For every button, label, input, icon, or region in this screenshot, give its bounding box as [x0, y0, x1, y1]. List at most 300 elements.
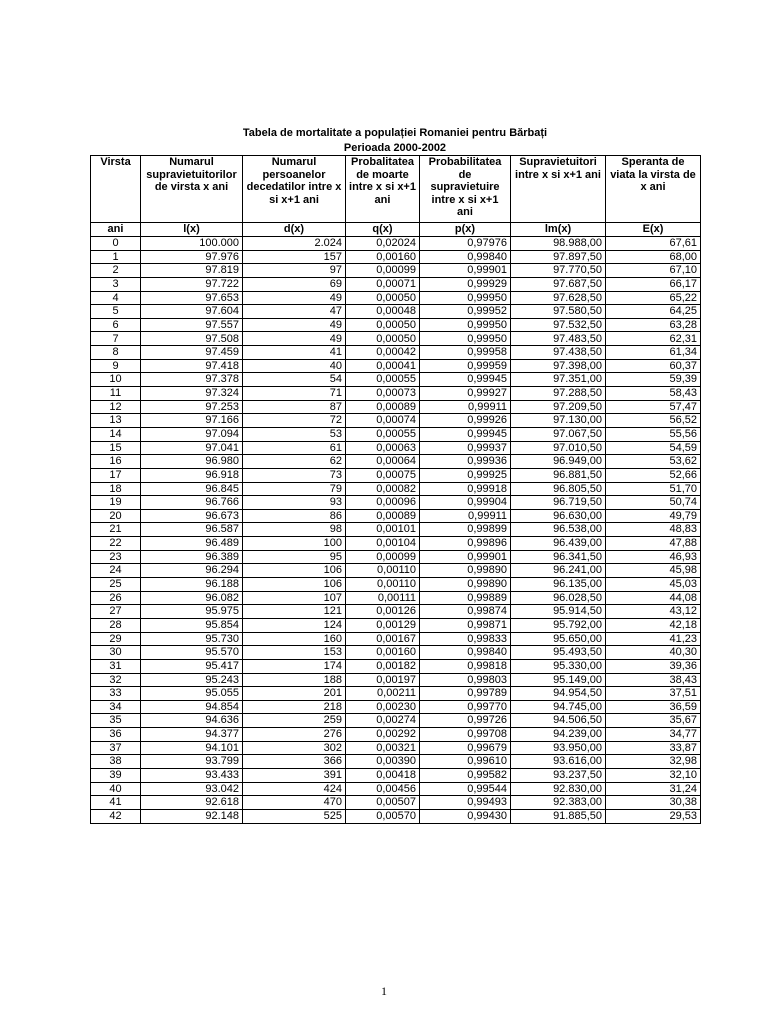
- table-cell: 45,03: [606, 578, 701, 592]
- table-cell: 96.294: [141, 564, 243, 578]
- table-cell: 93.616,00: [511, 755, 606, 769]
- table-cell: 188: [243, 673, 346, 687]
- table-cell: 96.719,50: [511, 496, 606, 510]
- table-cell: 302: [243, 741, 346, 755]
- table-cell: 67,61: [606, 237, 701, 251]
- table-cell: 57,47: [606, 400, 701, 414]
- table-cell: 0,99679: [420, 741, 511, 755]
- table-cell: 93.042: [141, 782, 243, 796]
- table-cell: 0,99901: [420, 264, 511, 278]
- table-cell: 0,00507: [346, 796, 420, 810]
- table-cell: 0,00167: [346, 632, 420, 646]
- table-cell: 0,00082: [346, 482, 420, 496]
- table-cell: 0,99889: [420, 591, 511, 605]
- table-cell: 0,00089: [346, 509, 420, 523]
- table-cell: 97.604: [141, 305, 243, 319]
- table-cell: 100.000: [141, 237, 243, 251]
- table-cell: 97.418: [141, 359, 243, 373]
- table-cell: 39,36: [606, 659, 701, 673]
- table-cell: 96.389: [141, 550, 243, 564]
- table-cell: 96.980: [141, 455, 243, 469]
- page-number: 1: [381, 984, 387, 998]
- table-row: [91, 496, 701, 510]
- table-cell: 0: [91, 237, 141, 251]
- table-row: [91, 550, 701, 564]
- table-cell: 17: [91, 468, 141, 482]
- table-cell: 47: [243, 305, 346, 319]
- table-cell: 95.792,00: [511, 618, 606, 632]
- table-cell: 153: [243, 646, 346, 660]
- table-row: [91, 591, 701, 605]
- table-row: [91, 250, 701, 264]
- table-cell: 0,00230: [346, 700, 420, 714]
- table-cell: 16: [91, 455, 141, 469]
- table-row: [91, 468, 701, 482]
- table-cell: 38: [91, 755, 141, 769]
- table-cell: 48,83: [606, 523, 701, 537]
- table-cell: 97.976: [141, 250, 243, 264]
- table-row: [91, 346, 701, 360]
- table-cell: 94.101: [141, 741, 243, 755]
- table-cell: 26: [91, 591, 141, 605]
- table-cell: 94.854: [141, 700, 243, 714]
- table-cell: 47,88: [606, 537, 701, 551]
- table-cell: 30: [91, 646, 141, 660]
- table-cell: 0,99493: [420, 796, 511, 810]
- header-deaths: Numarul persoanelor decedatilor intre x si x+1 ani: [243, 156, 346, 223]
- table-cell: 95: [243, 550, 346, 564]
- table-cell: 37: [91, 741, 141, 755]
- table-cell: 23: [91, 550, 141, 564]
- table-cell: 96.188: [141, 578, 243, 592]
- table-cell: 107: [243, 591, 346, 605]
- table-cell: 97.067,50: [511, 427, 606, 441]
- table-row: [91, 400, 701, 414]
- table-row: [91, 237, 701, 251]
- table-cell: 95.149,00: [511, 673, 606, 687]
- table-cell: 97.094: [141, 427, 243, 441]
- table-cell: 96.489: [141, 537, 243, 551]
- header-survival-probability: Probabilitatea de supravietuire intre x si x+1 ani: [420, 156, 511, 223]
- table-cell: 98.988,00: [511, 237, 606, 251]
- table-row: [91, 578, 701, 592]
- table-cell: 94.377: [141, 728, 243, 742]
- table-cell: 0,00160: [346, 646, 420, 660]
- table-cell: 0,99937: [420, 441, 511, 455]
- table-cell: 97: [243, 264, 346, 278]
- table-cell: 53,62: [606, 455, 701, 469]
- table-cell: 0,99833: [420, 632, 511, 646]
- table-cell: 0,00055: [346, 427, 420, 441]
- table-row: [91, 441, 701, 455]
- table-cell: 0,99950: [420, 332, 511, 346]
- table-cell: 97.557: [141, 318, 243, 332]
- table-cell: 0,99789: [420, 687, 511, 701]
- table-cell: 106: [243, 564, 346, 578]
- table-row: [91, 414, 701, 428]
- table-cell: 61,34: [606, 346, 701, 360]
- table-cell: 66,17: [606, 277, 701, 291]
- table-cell: 41: [91, 796, 141, 810]
- table-cell: 0,00418: [346, 768, 420, 782]
- table-cell: 95.417: [141, 659, 243, 673]
- table-cell: 97.532,50: [511, 318, 606, 332]
- table-cell: 38,43: [606, 673, 701, 687]
- table-title: Tabela de mortalitate a populației Romaniei pentru Bărbați: [242, 127, 548, 139]
- table-cell: 0,00099: [346, 264, 420, 278]
- table-cell: 106: [243, 578, 346, 592]
- table-cell: 54,59: [606, 441, 701, 455]
- table-cell: 97.041: [141, 441, 243, 455]
- table-cell: 29,53: [606, 809, 701, 823]
- table-cell: 0,99927: [420, 387, 511, 401]
- table-cell: 41,23: [606, 632, 701, 646]
- table-cell: 0,99901: [420, 550, 511, 564]
- table-cell: 0,99952: [420, 305, 511, 319]
- table-cell: 97.351,00: [511, 373, 606, 387]
- table-cell: 96.918: [141, 468, 243, 482]
- table-cell: 0,00160: [346, 250, 420, 264]
- table-cell: 97.722: [141, 277, 243, 291]
- table-cell: 33: [91, 687, 141, 701]
- symbol-age: ani: [91, 223, 141, 237]
- table-row: [91, 291, 701, 305]
- table-cell: 0,00101: [346, 523, 420, 537]
- table-cell: 0,99840: [420, 646, 511, 660]
- table-cell: 96.881,50: [511, 468, 606, 482]
- table-cell: 97.398,00: [511, 359, 606, 373]
- table-cell: 34: [91, 700, 141, 714]
- table-cell: 0,99818: [420, 659, 511, 673]
- table-cell: 97.166: [141, 414, 243, 428]
- table-cell: 40,30: [606, 646, 701, 660]
- table-cell: 98: [243, 523, 346, 537]
- table-cell: 0,99871: [420, 618, 511, 632]
- table-cell: 96.805,50: [511, 482, 606, 496]
- table-cell: 0,99430: [420, 809, 511, 823]
- table-row: [91, 359, 701, 373]
- table-cell: 6: [91, 318, 141, 332]
- table-row: [91, 700, 701, 714]
- table-cell: 35: [91, 714, 141, 728]
- header-survivors-between: Supravietuitori intre x si x+1 ani: [511, 156, 606, 223]
- table-cell: 0,00042: [346, 346, 420, 360]
- table-cell: 121: [243, 605, 346, 619]
- table-cell: 0,00099: [346, 550, 420, 564]
- table-cell: 31: [91, 659, 141, 673]
- table-cell: 0,00129: [346, 618, 420, 632]
- symbol-dx: d(x): [243, 223, 346, 237]
- table-cell: 0,99708: [420, 728, 511, 742]
- header-life-expectancy: Speranta de viata la virsta de x ani: [606, 156, 701, 223]
- table-cell: 0,00274: [346, 714, 420, 728]
- table-cell: 40: [243, 359, 346, 373]
- table-cell: 71: [243, 387, 346, 401]
- table-cell: 0,99911: [420, 400, 511, 414]
- table-row: [91, 728, 701, 742]
- table-cell: 95.243: [141, 673, 243, 687]
- table-row: [91, 605, 701, 619]
- table-cell: 124: [243, 618, 346, 632]
- table-cell: 0,00104: [346, 537, 420, 551]
- table-cell: 0,00041: [346, 359, 420, 373]
- table-cell: 96.673: [141, 509, 243, 523]
- table-cell: 0,00071: [346, 277, 420, 291]
- table-cell: 19: [91, 496, 141, 510]
- table-cell: 67,10: [606, 264, 701, 278]
- table-cell: 92.830,00: [511, 782, 606, 796]
- table-cell: 0,99582: [420, 768, 511, 782]
- table-cell: 34,77: [606, 728, 701, 742]
- table-row: [91, 796, 701, 810]
- table-cell: 0,99926: [420, 414, 511, 428]
- table-cell: 174: [243, 659, 346, 673]
- table-cell: 69: [243, 277, 346, 291]
- table-cell: 12: [91, 400, 141, 414]
- mortality-table: [90, 155, 701, 824]
- table-cell: 42,18: [606, 618, 701, 632]
- table-cell: 97.628,50: [511, 291, 606, 305]
- table-cell: 0,99918: [420, 482, 511, 496]
- header-age: Virsta: [91, 156, 141, 223]
- table-cell: 100: [243, 537, 346, 551]
- table-cell: 0,00073: [346, 387, 420, 401]
- table-cell: 8: [91, 346, 141, 360]
- table-cell: 0,00050: [346, 318, 420, 332]
- table-cell: 45,98: [606, 564, 701, 578]
- table-cell: 2.024: [243, 237, 346, 251]
- table-cell: 0,99945: [420, 427, 511, 441]
- table-cell: 4: [91, 291, 141, 305]
- table-cell: 95.570: [141, 646, 243, 660]
- table-cell: 93.433: [141, 768, 243, 782]
- table-cell: 95.055: [141, 687, 243, 701]
- table-cell: 366: [243, 755, 346, 769]
- table-cell: 0,00292: [346, 728, 420, 742]
- table-cell: 391: [243, 768, 346, 782]
- table-cell: 0,00110: [346, 578, 420, 592]
- table-row: [91, 332, 701, 346]
- table-cell: 470: [243, 796, 346, 810]
- table-row: [91, 618, 701, 632]
- table-cell: 32,10: [606, 768, 701, 782]
- header-row: [91, 156, 701, 223]
- symbol-lmx: lm(x): [511, 223, 606, 237]
- table-cell: 94.745,00: [511, 700, 606, 714]
- table-cell: 0,99544: [420, 782, 511, 796]
- table-cell: 0,00089: [346, 400, 420, 414]
- table-cell: 32: [91, 673, 141, 687]
- table-cell: 95.330,00: [511, 659, 606, 673]
- table-cell: 5: [91, 305, 141, 319]
- symbol-qx: q(x): [346, 223, 420, 237]
- table-cell: 87: [243, 400, 346, 414]
- table-cell: 7: [91, 332, 141, 346]
- table-cell: 97.653: [141, 291, 243, 305]
- table-cell: 39: [91, 768, 141, 782]
- table-cell: 64,25: [606, 305, 701, 319]
- table-cell: 96.766: [141, 496, 243, 510]
- table-cell: 35,67: [606, 714, 701, 728]
- table-cell: 97.253: [141, 400, 243, 414]
- table-cell: 60,37: [606, 359, 701, 373]
- table-cell: 32,98: [606, 755, 701, 769]
- table-row: [91, 318, 701, 332]
- table-row: [91, 809, 701, 823]
- table-row: [91, 264, 701, 278]
- table-cell: 96.082: [141, 591, 243, 605]
- table-cell: 94.239,00: [511, 728, 606, 742]
- table-row: [91, 673, 701, 687]
- table-cell: 0,99929: [420, 277, 511, 291]
- table-cell: 2: [91, 264, 141, 278]
- table-cell: 30,38: [606, 796, 701, 810]
- table-cell: 92.383,00: [511, 796, 606, 810]
- table-cell: 91.885,50: [511, 809, 606, 823]
- table-cell: 95.975: [141, 605, 243, 619]
- symbol-px: p(x): [420, 223, 511, 237]
- table-cell: 58,43: [606, 387, 701, 401]
- table-row: [91, 564, 701, 578]
- table-cell: 96.949,00: [511, 455, 606, 469]
- table-period: Perioada 2000-2002: [343, 142, 447, 154]
- table-cell: 0,00096: [346, 496, 420, 510]
- table-cell: 0,00075: [346, 468, 420, 482]
- table-cell: 40: [91, 782, 141, 796]
- table-cell: 0,99896: [420, 537, 511, 551]
- table-cell: 0,00390: [346, 755, 420, 769]
- table-cell: 0,00048: [346, 305, 420, 319]
- header-death-probability: Probalitatea de moarte intre x si x+1 ani: [346, 156, 420, 223]
- table-row: [91, 632, 701, 646]
- table-cell: 424: [243, 782, 346, 796]
- table-cell: 0,00074: [346, 414, 420, 428]
- table-cell: 15: [91, 441, 141, 455]
- table-cell: 18: [91, 482, 141, 496]
- table-cell: 94.954,50: [511, 687, 606, 701]
- table-cell: 79: [243, 482, 346, 496]
- table-cell: 97.288,50: [511, 387, 606, 401]
- table-row: [91, 523, 701, 537]
- table-cell: 0,99950: [420, 291, 511, 305]
- table-cell: 95.650,00: [511, 632, 606, 646]
- table-row: [91, 537, 701, 551]
- table-cell: 72: [243, 414, 346, 428]
- table-cell: 44,08: [606, 591, 701, 605]
- table-cell: 41: [243, 346, 346, 360]
- table-cell: 0,99904: [420, 496, 511, 510]
- table-cell: 0,00321: [346, 741, 420, 755]
- table-cell: 96.587: [141, 523, 243, 537]
- table-row: [91, 714, 701, 728]
- table-cell: 43,12: [606, 605, 701, 619]
- table-cell: 0,00211: [346, 687, 420, 701]
- table-cell: 0,97976: [420, 237, 511, 251]
- table-cell: 0,00182: [346, 659, 420, 673]
- table-row: [91, 768, 701, 782]
- table-row: [91, 277, 701, 291]
- table-cell: 65,22: [606, 291, 701, 305]
- table-cell: 49,79: [606, 509, 701, 523]
- table-cell: 24: [91, 564, 141, 578]
- table-cell: 62: [243, 455, 346, 469]
- table-cell: 21: [91, 523, 141, 537]
- table-cell: 22: [91, 537, 141, 551]
- table-cell: 0,99840: [420, 250, 511, 264]
- table-row: [91, 455, 701, 469]
- table-cell: 56,52: [606, 414, 701, 428]
- table-cell: 201: [243, 687, 346, 701]
- table-cell: 96.845: [141, 482, 243, 496]
- table-row: [91, 659, 701, 673]
- table-cell: 97.378: [141, 373, 243, 387]
- table-cell: 94.636: [141, 714, 243, 728]
- table-cell: 96.241,00: [511, 564, 606, 578]
- table-cell: 93.799: [141, 755, 243, 769]
- table-cell: 160: [243, 632, 346, 646]
- table-cell: 0,99610: [420, 755, 511, 769]
- table-cell: 36: [91, 728, 141, 742]
- table-cell: 276: [243, 728, 346, 742]
- table-cell: 63,28: [606, 318, 701, 332]
- table-cell: 97.010,50: [511, 441, 606, 455]
- table-cell: 0,00456: [346, 782, 420, 796]
- table-cell: 96.630,00: [511, 509, 606, 523]
- table-cell: 97.324: [141, 387, 243, 401]
- table-cell: 0,00126: [346, 605, 420, 619]
- table-cell: 14: [91, 427, 141, 441]
- table-row: [91, 741, 701, 755]
- table-cell: 95.730: [141, 632, 243, 646]
- table-cell: 95.854: [141, 618, 243, 632]
- table-cell: 27: [91, 605, 141, 619]
- table-cell: 218: [243, 700, 346, 714]
- table-cell: 97.438,50: [511, 346, 606, 360]
- table-cell: 96.135,00: [511, 578, 606, 592]
- table-row: [91, 646, 701, 660]
- table-cell: 0,99945: [420, 373, 511, 387]
- table-cell: 28: [91, 618, 141, 632]
- table-cell: 36,59: [606, 700, 701, 714]
- table-cell: 0,99959: [420, 359, 511, 373]
- table-row: [91, 509, 701, 523]
- table-cell: 525: [243, 809, 346, 823]
- table-cell: 50,74: [606, 496, 701, 510]
- table-cell: 61: [243, 441, 346, 455]
- table-cell: 0,99890: [420, 564, 511, 578]
- table-cell: 9: [91, 359, 141, 373]
- table-cell: 51,70: [606, 482, 701, 496]
- table-cell: 97.130,00: [511, 414, 606, 428]
- table-cell: 96.538,00: [511, 523, 606, 537]
- table-cell: 55,56: [606, 427, 701, 441]
- table-cell: 0,99925: [420, 468, 511, 482]
- table-cell: 97.819: [141, 264, 243, 278]
- table-cell: 0,00063: [346, 441, 420, 455]
- table-cell: 94.506,50: [511, 714, 606, 728]
- table-cell: 0,02024: [346, 237, 420, 251]
- table-cell: 3: [91, 277, 141, 291]
- table-cell: 49: [243, 318, 346, 332]
- table-cell: 97.770,50: [511, 264, 606, 278]
- table-row: [91, 482, 701, 496]
- table-cell: 0,00055: [346, 373, 420, 387]
- symbol-lx: l(x): [141, 223, 243, 237]
- table-cell: 62,31: [606, 332, 701, 346]
- table-cell: 54: [243, 373, 346, 387]
- table-cell: 96.439,00: [511, 537, 606, 551]
- table-cell: 92.148: [141, 809, 243, 823]
